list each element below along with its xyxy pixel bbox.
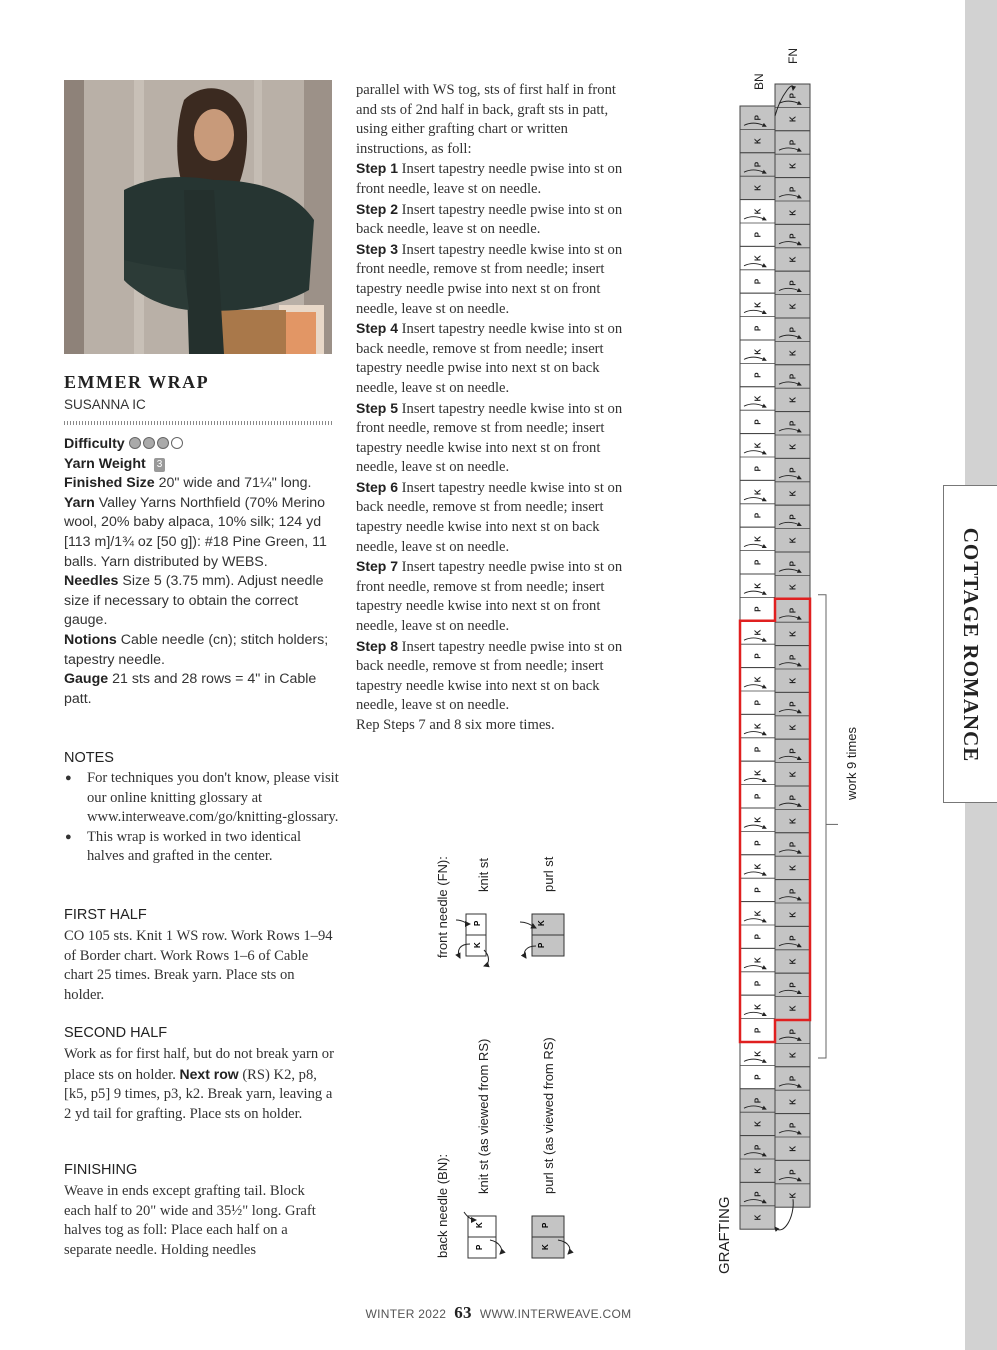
first-half-text: CO 105 sts. Knit 1 WS row. Work Rows 1–94 of Border chart. Work Rows 1–6 of Cable chart 25 times. Break yarn. Place sts on holder. — [64, 928, 333, 1003]
needles-row — [64, 572, 336, 631]
bn-stitch-letter: K — [753, 489, 763, 495]
notes-heading: NOTES — [64, 750, 114, 766]
fn-stitch-letter: K — [788, 631, 798, 637]
stitch-legend — [420, 840, 600, 1270]
second-half-text-after: (RS) K2, p8, [k5, p5] 9 times, p3, k2. Break yarn, leaving a 2 yd tail for grafting. Place sts on holder. — [64, 1066, 333, 1122]
bn-stitch-letter: K — [753, 1004, 763, 1010]
pattern-title: EMMER WRAP — [64, 372, 210, 392]
fn-stitch-letter: K — [788, 163, 798, 169]
fn-stitch-letter: K — [788, 818, 798, 824]
bn-stitch-letter: K — [753, 676, 763, 683]
gauge-label: Gauge — [64, 671, 109, 688]
bn-stitch-letter: P — [753, 115, 763, 121]
step-text: Insert tapestry needle kwise into st on back needle, remove st from needle; insert tapestry needle pwise into next st on back needle, leave st on needle. — [356, 321, 623, 396]
fn-purl-symbol — [520, 914, 564, 958]
difficulty-dot-filled — [143, 437, 155, 449]
bn-stitch-letter: K — [753, 138, 763, 144]
fn-stitch-letter: P — [788, 654, 798, 660]
step-text: Insert tapestry needle pwise into st on back needle, remove st from needle; insert tapestry needle kwise into next st on back needle, leave st on needle. — [356, 638, 623, 714]
bn-stitch-letter: P — [753, 793, 763, 799]
step-text: Insert tapestry needle kwise into st on back needle, remove st from needle; insert tapestry needle kwise into next st on back needle, leave st on needle. — [356, 479, 623, 555]
bn-stitch-letter: P — [753, 746, 763, 753]
step-text: Insert tapestry needle kwise into st on front needle, remove st from needle; insert tapestry needle pwise into next st on front needle, leave st on needle. — [356, 241, 623, 317]
bn-stitch-letter: P — [753, 512, 763, 519]
fn-stitch-letter: K — [788, 1052, 798, 1058]
symbol-k: K — [541, 1244, 550, 1250]
step-label: Step 3 — [356, 240, 399, 257]
bn-stitch-letter: P — [753, 1074, 763, 1080]
gauge-value: 21 sts and 28 rows = 4" in Cable patt. — [64, 671, 317, 707]
fn-stitch-letter: K — [788, 116, 798, 122]
step-text: Insert tapestry needle pwise into st on front needle, remove st from needle; insert tapestry needle kwise into next st on front needle, leave st on needle. — [356, 559, 623, 635]
fn-stitch-letter: P — [788, 701, 798, 707]
second-half-text-before: Work as for first half, but do not break yarn or place sts on holder. — [64, 1046, 334, 1083]
fn-stitch-letter: P — [788, 1169, 798, 1175]
footer-season: WINTER 2022 — [365, 1307, 447, 1321]
bn-stitch-letter: P — [753, 232, 763, 238]
finished-size-label: Finished Size — [64, 475, 155, 492]
grafting-step — [356, 478, 631, 557]
second-half-heading: SECOND HALF — [64, 1025, 168, 1041]
difficulty-rating — [129, 436, 185, 452]
fn-stitch-letter: P — [788, 373, 798, 380]
repeat-label: work 9 times — [844, 727, 859, 800]
difficulty-row — [64, 435, 336, 455]
difficulty-label: Difficulty — [64, 436, 125, 452]
finished-size-value: 20" wide and 71¼" long. — [158, 475, 312, 492]
step-label: Step 8 — [356, 637, 399, 654]
bn-stitch-letter: P — [753, 934, 763, 940]
step-text: Insert tapestry needle pwise into st on back needle, leave st on needle. — [356, 201, 623, 238]
fn-stitch-letter: P — [788, 327, 798, 333]
needles-value: Size 5 (3.75 mm). Adjust needle size if necessary to obtain the correct gauge. — [64, 573, 324, 629]
bn-purl-symbol — [532, 1216, 570, 1258]
step-label: Step 1 — [356, 160, 399, 177]
yarn-label: Yarn — [64, 494, 95, 511]
bn-stitch-letter: P — [753, 278, 763, 285]
grafting-step — [356, 637, 631, 716]
fn-stitch-letter: K — [788, 1145, 798, 1152]
fn-stitch-letter: P — [788, 935, 798, 941]
bn-stitch-letter: P — [753, 559, 763, 565]
footer-url: WWW.INTERWEAVE.COM — [479, 1307, 632, 1321]
bn-stitch-letter: K — [753, 1121, 763, 1127]
grafting-step — [356, 159, 631, 199]
fn-stitch-letter: P — [788, 1075, 798, 1082]
symbol-p: P — [537, 942, 546, 948]
bn-stitch-letter: K — [753, 1050, 763, 1057]
symbol-k: K — [475, 1222, 484, 1228]
bn-knit-symbol — [464, 1212, 502, 1258]
back-needle-label: back needle (BN): — [435, 1153, 450, 1258]
fn-stitch-letter: P — [788, 888, 798, 894]
fn-stitch-letter: K — [788, 724, 798, 731]
knit-st-rs-label: knit st (as viewed from RS) — [476, 1038, 491, 1194]
fn-stitch-letter: P — [788, 139, 798, 146]
fn-stitch-letter: P — [788, 514, 798, 520]
symbol-p: P — [541, 1222, 550, 1228]
bn-stitch-letter: K — [753, 1167, 763, 1174]
model-photo-illustration — [64, 80, 332, 354]
grafting-chart — [700, 30, 870, 1285]
bn-stitch-letter: K — [753, 395, 763, 402]
bn-stitch-letter: P — [753, 700, 763, 706]
step-label: Step 7 — [356, 558, 399, 575]
fn-stitch-letter: K — [788, 397, 798, 403]
bn-stitch-letter: K — [753, 629, 763, 636]
fn-stitch-letter: K — [788, 1005, 798, 1012]
difficulty-dot-filled — [129, 437, 141, 449]
repeat-bracket — [818, 595, 826, 1058]
fn-stitch-letter: K — [788, 584, 798, 590]
notions-row — [64, 631, 336, 670]
yarn-value: Valley Yarns Northfield (70% Merino wool, 20% baby alpaca, 10% silk; 124 yd [113 m]/1¾ oz [50 g]): #18 Pine Green, 11 balls. Yarn distributed by WEBS. — [64, 494, 327, 570]
section-tab — [943, 485, 997, 803]
bn-stitch-letter: K — [753, 348, 763, 355]
notions-value: Cable needle (cn); stitch holders; tapestry needle. — [64, 631, 329, 668]
fn-stitch-letter: P — [788, 1029, 798, 1035]
gauge-row — [64, 670, 336, 709]
fn-stitch-letter: K — [788, 256, 798, 263]
step-label: Step 5 — [356, 399, 399, 416]
model-photo — [64, 80, 332, 354]
fn-stitch-letter: K — [788, 490, 798, 497]
fn-stitch-letter: K — [788, 1099, 798, 1105]
fn-stitch-letter: P — [788, 233, 798, 239]
bn-stitch-letter: P — [753, 1191, 763, 1197]
finishing-heading: FINISHING — [64, 1162, 138, 1178]
bn-stitch-letter: K — [753, 255, 763, 261]
fn-stitch-letter: P — [788, 561, 798, 567]
fn-stitch-letter: K — [788, 209, 798, 216]
step-label: Step 4 — [356, 320, 399, 337]
page-footer — [0, 1303, 997, 1323]
bn-stitch-letter: K — [753, 770, 763, 776]
knit-st-label: knit st — [476, 858, 491, 892]
bn-stitch-letter: P — [753, 1144, 763, 1150]
finished-size-row — [64, 474, 336, 494]
fn-stitch-letter: P — [788, 748, 798, 754]
bn-stitch-letter: P — [753, 161, 763, 168]
bn-stitch-letter: K — [753, 536, 763, 542]
first-half-heading: FIRST HALF — [64, 907, 147, 923]
purl-st-rs-label: purl st (as viewed from RS) — [541, 1037, 556, 1194]
step-label: Step 2 — [356, 200, 399, 217]
bn-stitch-letter: P — [753, 1097, 763, 1104]
section-tab-label: COTTAGE ROMANCE — [959, 527, 984, 763]
grafting-step — [356, 200, 631, 240]
finishing-text: Weave in ends except grafting tail. Block each half to 20" wide and 35½" long. Graft halves tog as foll: Place each half on a separate needle. Holding needles — [64, 1183, 316, 1258]
bn-stitch-letter: K — [753, 1214, 763, 1221]
notes-item: ● This wrap is worked in two identical halves and grafted in the center. — [64, 828, 339, 867]
fn-stitch-letter: K — [788, 958, 798, 965]
bn-stitch-letter: P — [753, 419, 763, 425]
page-number: 63 — [454, 1303, 472, 1322]
bn-stitch-letter: K — [753, 723, 763, 729]
symbol-p: P — [475, 1244, 484, 1250]
fn-stitch-letter: P — [788, 982, 798, 988]
fn-stitch-letter: P — [788, 795, 798, 801]
symbol-p: P — [473, 920, 482, 926]
needles-label: Needles — [64, 573, 119, 590]
fn-stitch-letter: P — [788, 1122, 798, 1128]
fn-stitch-letter: K — [788, 537, 798, 544]
bn-stitch-letter: K — [753, 582, 763, 589]
bn-stitch-letter: P — [753, 325, 763, 331]
fn-stitch-letter: P — [788, 280, 798, 286]
fn-stitch-letter: K — [788, 677, 798, 684]
symbol-k: K — [537, 920, 546, 926]
bn-stitch-letter: K — [753, 442, 763, 449]
pattern-specs — [64, 435, 336, 709]
fn-stitch-letter: K — [788, 1192, 798, 1199]
next-row-label: Next row — [179, 1065, 239, 1082]
fn-stitch-letter: P — [788, 186, 798, 192]
front-needle-label: front needle (FN): — [435, 856, 450, 958]
fn-label: FN — [786, 48, 800, 64]
grafting-step — [356, 319, 631, 398]
symbol-k: K — [473, 942, 482, 948]
fn-stitch-letter: P — [788, 420, 798, 426]
bn-stitch-letter: K — [753, 208, 763, 215]
step-text: Insert tapestry needle kwise into st on front needle, remove st from needle; insert tapestry needle kwise into next st on front needle, leave st on needle. — [356, 400, 623, 476]
step-text: Insert tapestry needle pwise into st on front needle, leave st on needle. — [356, 161, 623, 197]
bn-stitch-letter: P — [753, 653, 763, 659]
fn-stitch-letter: K — [788, 303, 798, 310]
bn-stitch-letter: K — [753, 863, 763, 870]
step-label: Step 6 — [356, 478, 399, 495]
purl-st-label: purl st — [541, 856, 556, 892]
second-half-text — [64, 1045, 334, 1124]
title-divider — [64, 421, 332, 425]
fn-stitch-letter: K — [788, 865, 798, 871]
bn-stitch-letter: P — [753, 466, 763, 472]
difficulty-dot-filled — [157, 437, 169, 449]
grafting-outro: Rep Steps 7 and 8 six more times. — [356, 717, 555, 733]
yarn-weight-label: Yarn Weight — [64, 455, 146, 472]
difficulty-dot-empty — [171, 437, 183, 449]
bn-stitch-letter: P — [753, 606, 763, 612]
bn-stitch-letter: K — [753, 185, 763, 191]
bn-stitch-letter: P — [753, 372, 763, 378]
bn-stitch-letter: K — [753, 302, 763, 308]
pattern-author: SUSANNA IC — [64, 397, 146, 412]
bn-stitch-letter: P — [753, 980, 763, 987]
grafting-step — [356, 557, 631, 636]
fn-stitch-letter: P — [788, 841, 798, 848]
notes-item: ● For techniques you don't know, please visit our online knitting glossary at www.interweave.com/go/knitting-glossary. — [64, 769, 339, 828]
fn-knit-symbol — [456, 914, 489, 966]
grafting-intro: parallel with WS tog, sts of first half in front and sts of 2nd half in back, graft sts in patt, using either grafting chart or written instructions, as foll: — [356, 82, 616, 157]
bn-label: BN — [752, 73, 766, 90]
bn-stitch-letter: P — [753, 840, 763, 846]
yarn-weight-row — [64, 455, 336, 475]
bn-stitch-letter: K — [753, 957, 763, 963]
yarn-row — [64, 494, 336, 572]
fn-stitch-letter: P — [788, 93, 798, 99]
grafting-step — [356, 399, 631, 478]
chart-cells — [740, 84, 838, 1230]
bn-stitch-letter: P — [753, 1027, 763, 1033]
fn-stitch-letter: K — [788, 771, 798, 778]
grafting-instructions — [356, 81, 631, 736]
bn-stitch-letter: K — [753, 910, 763, 917]
fn-stitch-letter: K — [788, 911, 798, 918]
grafting-step — [356, 240, 631, 319]
notes-list — [64, 769, 339, 867]
bn-stitch-letter: P — [753, 887, 763, 893]
bn-stitch-letter: K — [753, 816, 763, 823]
grafting-label: GRAFTING — [716, 1196, 733, 1274]
yarn-weight-badge: 3 — [154, 458, 166, 472]
fn-stitch-letter: P — [788, 467, 798, 473]
notions-label: Notions — [64, 631, 117, 648]
fn-stitch-letter: P — [788, 607, 798, 614]
fn-stitch-letter: K — [788, 350, 798, 356]
fn-stitch-letter: K — [788, 443, 798, 450]
